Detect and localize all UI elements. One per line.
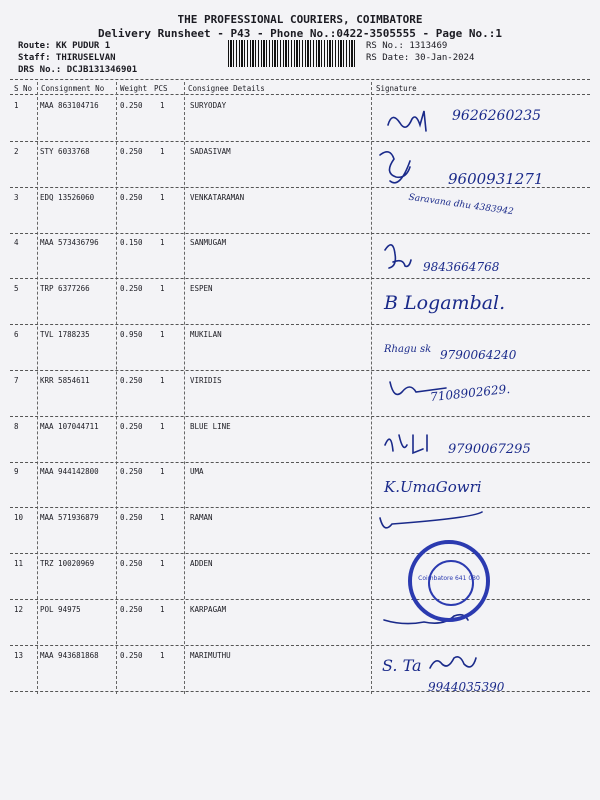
signature-scribble: [380, 512, 482, 528]
signature-scribble: [430, 657, 476, 668]
row-consignment: MAA 943681868: [40, 650, 99, 660]
row-sno: 13: [14, 650, 24, 660]
row-pcs: 1: [160, 192, 165, 202]
signature-scribble: [385, 245, 411, 268]
handwritten-phone-7: 7108902629.: [429, 381, 511, 405]
col-consignment: Consignment No: [41, 84, 105, 93]
row-weight: 0.150: [120, 238, 143, 248]
row-pcs: 1: [160, 375, 165, 385]
row-sno: 10: [14, 513, 24, 523]
signature-scribble: [385, 435, 427, 453]
row-consignment: STY 6033768: [40, 146, 90, 156]
route-label: Route: KK PUDUR 1: [18, 41, 111, 51]
row-consignee: MARIMUTHU: [190, 650, 231, 660]
handwritten-phone-4: 9843664768: [423, 260, 500, 274]
handwritten-phone-6: 9790064240: [440, 348, 517, 362]
col-consignee: Consignee Details: [188, 84, 265, 93]
row-pcs: 1: [160, 284, 165, 294]
drs-number: DRS No.: DCJB131346901: [18, 65, 138, 75]
row-consignment: MAA 573436796: [40, 238, 99, 248]
row-weight: 0.250: [120, 375, 143, 385]
col-pcs: PCS: [154, 84, 168, 93]
row-sno: 6: [14, 330, 19, 339]
row-consignee: ESPEN: [190, 284, 213, 294]
row-consignment: MAA 107044711: [40, 421, 99, 431]
row-consignment: TRP 6377266: [40, 284, 90, 294]
row-consignee: MUKILAN: [190, 330, 222, 339]
row-weight: 0.250: [120, 513, 143, 523]
row-sno: 1: [14, 101, 19, 110]
row-pcs: 1: [160, 513, 165, 523]
company-title: THE PROFESSIONAL COURIERS, COIMBATORE: [177, 13, 423, 26]
col-signature: Signature: [376, 84, 417, 93]
staff-label: Staff: THIRUSELVAN: [18, 53, 116, 63]
row-weight: 0.250: [120, 604, 143, 614]
row-pcs: 1: [160, 421, 165, 431]
row-weight: 0.950: [120, 330, 143, 339]
row-pcs: 1: [160, 146, 165, 156]
handwritten-name-6: Rhagu sk: [384, 344, 432, 355]
row-consignment: TVL 1788235: [40, 330, 90, 339]
row-weight: 0.250: [120, 421, 143, 431]
row-consignee: VIRIDIS: [190, 375, 222, 385]
row-sno: 11: [14, 559, 24, 568]
row-consignee: VENKATARAMAN: [190, 192, 245, 202]
row-consignee: SANMUGAM: [190, 238, 227, 248]
row-consignment: EDQ 13526060: [40, 192, 95, 202]
company-stamp: [408, 540, 490, 622]
row-sno: 12: [14, 604, 24, 614]
col-sno: S No: [14, 84, 33, 93]
row-consignment: MAA 571936879: [40, 513, 99, 523]
handwritten-name-5: B Logambal.: [384, 292, 506, 314]
row-sno: 9: [14, 467, 19, 477]
row-consignment: KRR 5854611: [40, 375, 90, 385]
row-weight: 0.250: [120, 650, 143, 660]
runsheet-subtitle: Delivery Runsheet - P43 - Phone No.:0422-3505555 - Page No.:1: [98, 27, 502, 40]
row-consignee: KARPAGAM: [190, 604, 227, 614]
row-sno: 5: [14, 284, 19, 294]
row-pcs: 1: [160, 330, 165, 339]
handwritten-phone-2: 9600931271: [448, 170, 544, 188]
handwritten-phone-13: 9944035390: [428, 680, 505, 694]
row-sno: 7: [14, 375, 19, 385]
signature-scribble: [388, 111, 426, 131]
row-sno: 4: [14, 238, 19, 248]
row-consignee: UMA: [190, 467, 204, 477]
row-consignee: SADASIVAM: [190, 146, 231, 156]
row-consignment: POL 94975: [40, 604, 81, 614]
row-weight: 0.250: [120, 284, 143, 294]
col-weight: Weight: [120, 84, 148, 93]
handwritten-phone-1: 9626260235: [452, 108, 542, 124]
row-consignment: MAA 944142800: [40, 467, 99, 477]
row-consignee: RAMAN: [190, 513, 213, 523]
row-pcs: 1: [160, 604, 165, 614]
row-weight: 0.250: [120, 101, 143, 110]
row-sno: 8: [14, 421, 19, 431]
row-pcs: 1: [160, 559, 165, 568]
row-sno: 3: [14, 192, 19, 202]
row-consignment: TRZ 10020969: [40, 559, 95, 568]
row-pcs: 1: [160, 101, 165, 110]
row-weight: 0.250: [120, 559, 143, 568]
row-consignee: BLUE LINE: [190, 421, 231, 431]
stamp-inner-ring: [428, 560, 474, 606]
row-pcs: 1: [160, 650, 165, 660]
handwritten-note-3: Saravana dhu 4383942: [407, 192, 515, 218]
rs-date: RS Date: 30-Jan-2024: [366, 53, 475, 63]
handwritten-name-13: S. Ta: [382, 656, 422, 675]
row-pcs: 1: [160, 238, 165, 248]
stamp-center-text: Coimbatore 641 030: [418, 575, 480, 582]
row-consignment: MAA 863104716: [40, 101, 99, 110]
row-weight: 0.250: [120, 192, 143, 202]
rs-number: RS No.: 1313469: [366, 41, 448, 51]
handwritten-name-9: K.UmaGowri: [384, 478, 482, 496]
handwritten-phone-8: 9790067295: [448, 442, 531, 457]
row-weight: 0.250: [120, 146, 143, 156]
row-weight: 0.250: [120, 467, 143, 477]
row-consignee: SURYODAY: [190, 101, 227, 110]
row-consignee: ADDEN: [190, 559, 213, 568]
row-pcs: 1: [160, 467, 165, 477]
signature-scribble: [380, 152, 410, 183]
row-sno: 2: [14, 146, 19, 156]
